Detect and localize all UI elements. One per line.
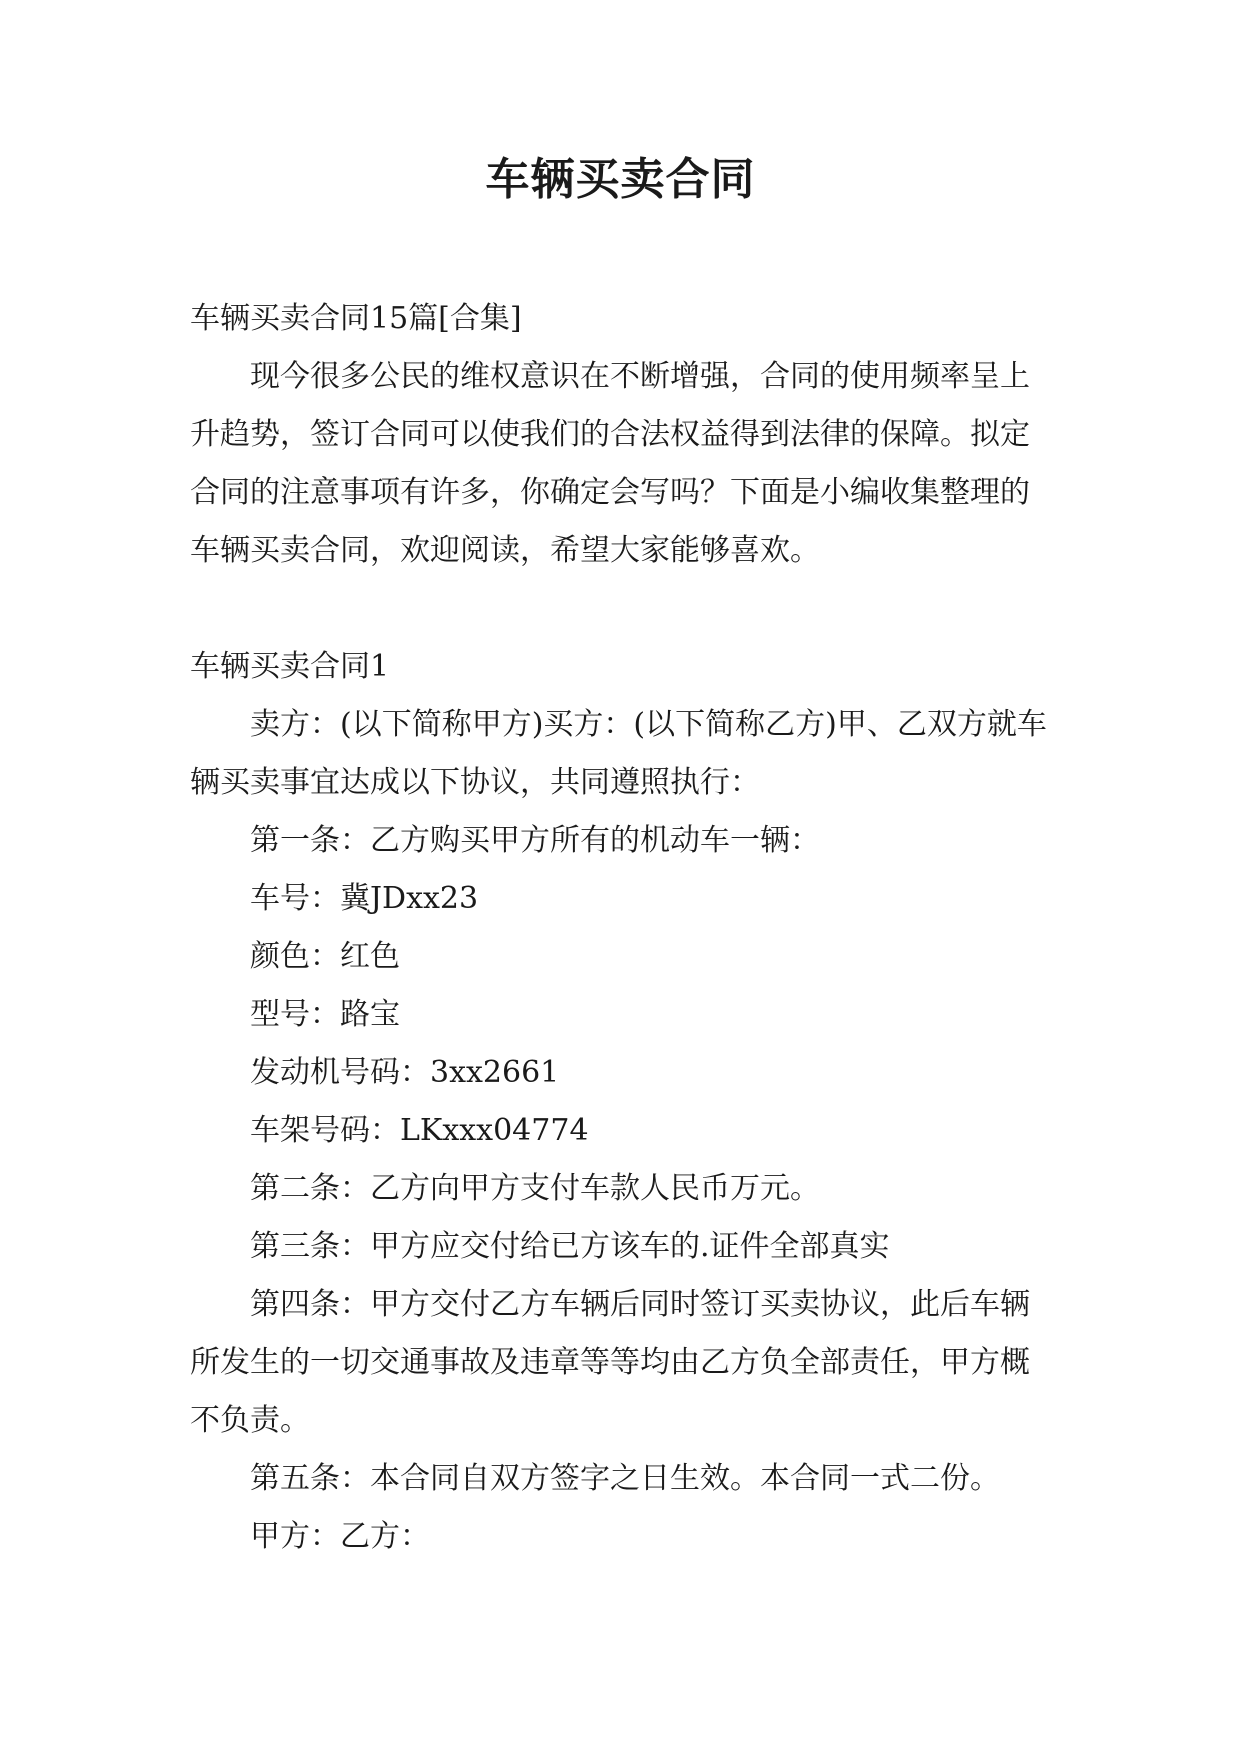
document-body [190, 290, 1050, 1566]
vehicle-plate: 车号：冀JDxx23 [250, 881, 479, 916]
frame-number: 车架号码：LKxxx04774 [250, 1113, 589, 1148]
intro-paragraph: 现今很多公民的维权意识在不断增强，合同的使用频率呈上升趋势，签订合同可以使我们的合法权益得到法律的保障。拟定合同的注意事项有许多，你确定会写吗？下面是小编收集整理的车辆买卖合同，欢迎阅读，希望大家能够喜欢。 [190, 359, 1030, 568]
document-subtitle: 车辆买卖合同15篇[合集] [190, 301, 522, 336]
article-five: 第五条：本合同自双方签字之日生效。本合同一式二份。 [250, 1461, 1000, 1496]
section-spacer [190, 580, 1050, 638]
contract-preamble: 卖方：(以下简称甲方)买方：(以下简称乙方)甲、乙双方就车辆买卖事宜达成以下协议，共同遵照执行： [190, 707, 1047, 800]
section-heading: 车辆买卖合同1 [190, 649, 390, 684]
vehicle-color: 颜色：红色 [250, 939, 400, 974]
article-two: 第二条：乙方向甲方支付车款人民币万元。 [250, 1171, 820, 1206]
article-three: 第三条：甲方应交付给已方该车的.证件全部真实 [250, 1229, 890, 1264]
signature-line: 甲方：乙方： [250, 1519, 430, 1554]
article-four: 第四条：甲方交付乙方车辆后同时签订买卖协议，此后车辆所发生的一切交通事故及违章等等均由乙方负全部责任，甲方概不负责。 [190, 1287, 1030, 1438]
article-one: 第一条：乙方购买甲方所有的机动车一辆： [250, 823, 820, 858]
engine-number: 发动机号码：3xx2661 [250, 1055, 560, 1090]
vehicle-model: 型号：路宝 [250, 997, 400, 1032]
document-title: 车辆买卖合同 [485, 154, 756, 205]
